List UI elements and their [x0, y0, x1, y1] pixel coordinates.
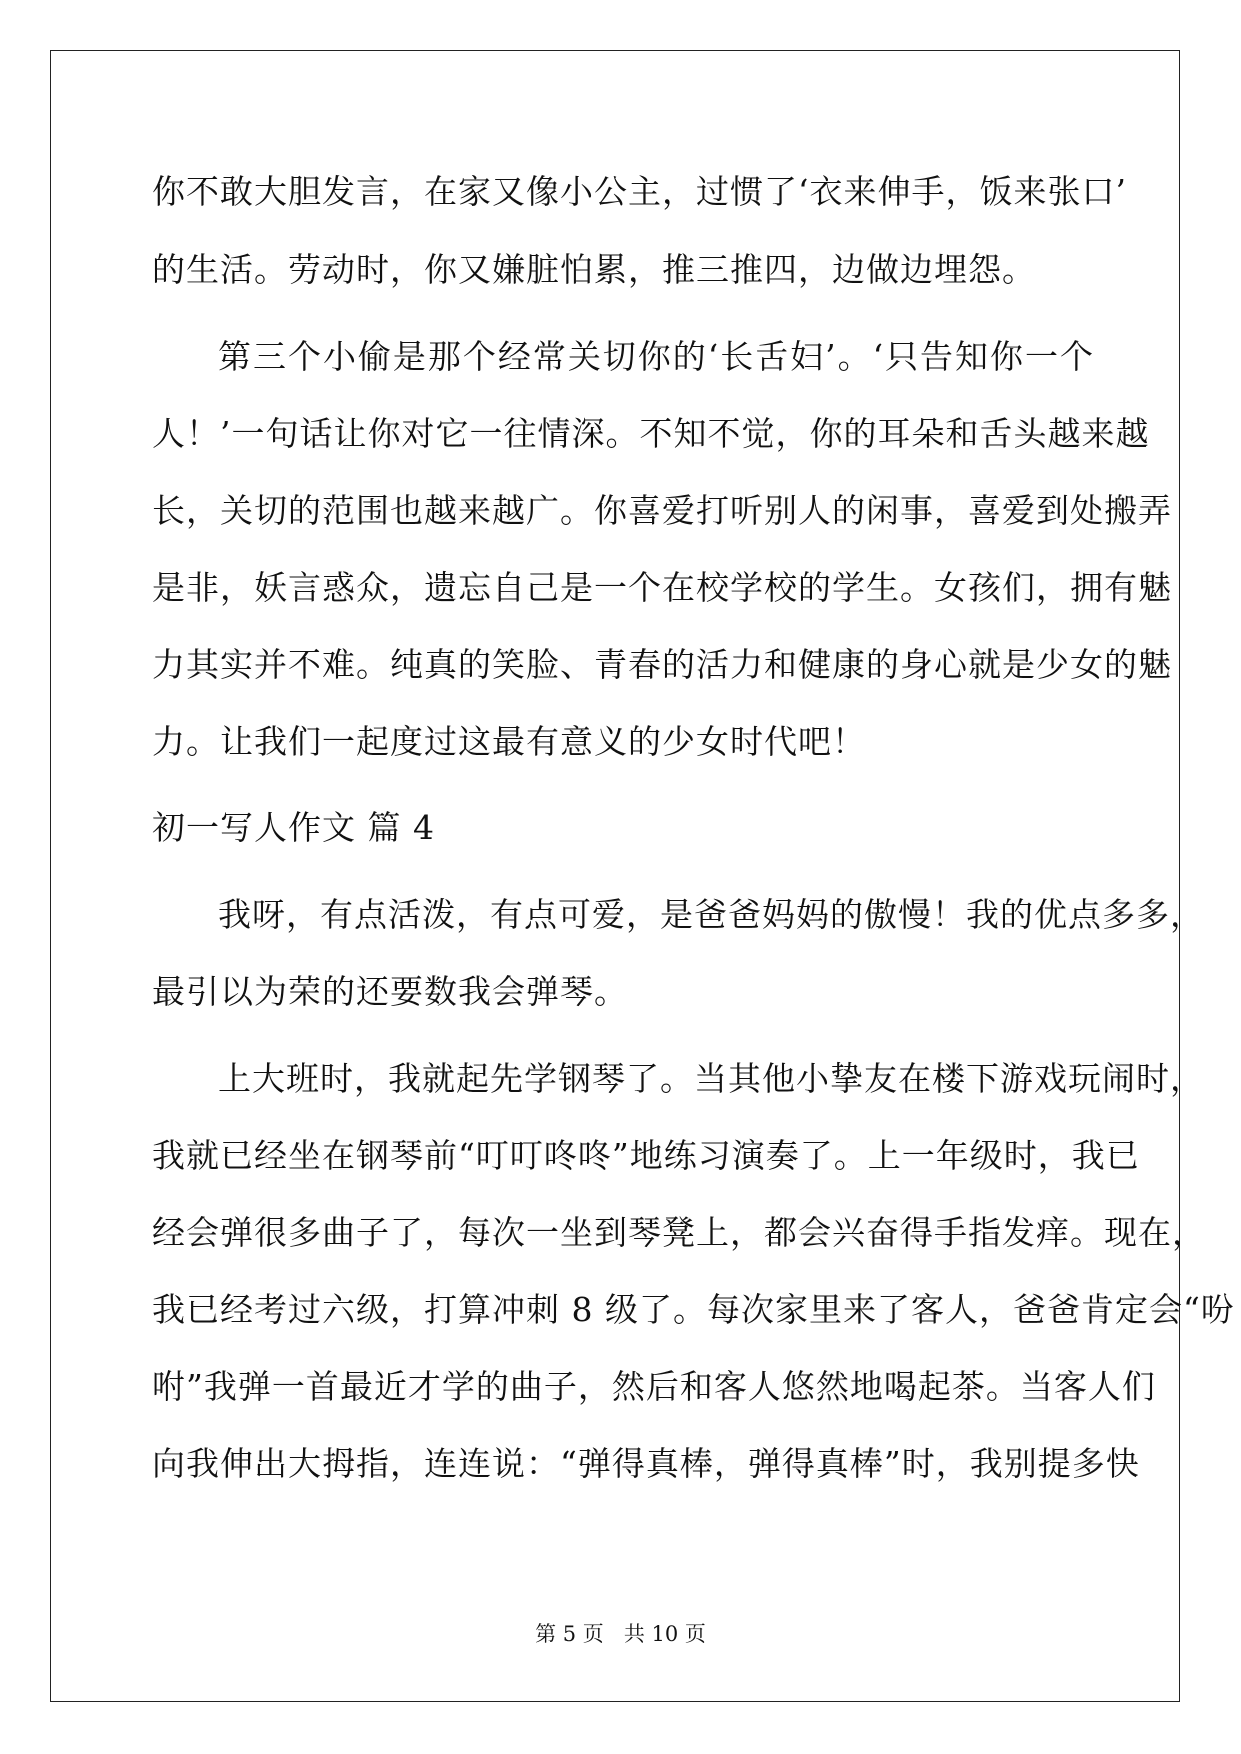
- text-line: 你不敢大胆发言，在家又像小公主，过惯了‘衣来伸手，饭来张口’: [152, 172, 1127, 211]
- text-line: 向我伸出大拇指，连连说：“弹得真棒，弹得真棒”时，我别提多快: [152, 1444, 1140, 1483]
- text-line: 我就已经坐在钢琴前“叮叮咚咚”地练习演奏了。上一年级时，我已: [152, 1136, 1140, 1175]
- text-line: 力。让我们一起度过这最有意义的少女时代吧！: [152, 722, 866, 761]
- page-total: 共 10 页: [623, 1622, 706, 1646]
- text-line: 咐”我弹一首最近才学的曲子，然后和客人悠然地喝起茶。当客人们: [152, 1367, 1156, 1406]
- text-line: 人！’一句话让你对它一往情深。不知不觉，你的耳朵和舌头越来越: [152, 414, 1150, 453]
- text-line: 力其实并不难。纯真的笑脸、青春的活力和健康的身心就是少女的魅: [152, 645, 1172, 684]
- text-line: 经会弹很多曲子了，每次一坐到琴凳上，都会兴奋得手指发痒。现在，: [152, 1213, 1206, 1252]
- page-number: 第 5 页: [535, 1622, 604, 1646]
- text-line: 的生活。劳动时，你又嫌脏怕累，推三推四，边做边埋怨。: [152, 250, 1036, 289]
- section-heading: 初一写人作文 篇 4: [152, 808, 435, 847]
- paragraph-first-line: 上大班时，我就起先学钢琴了。当其他小挚友在楼下游戏玩闹时，: [218, 1059, 1204, 1098]
- page-footer: [0, 1621, 1241, 1647]
- text-line: 是非，妖言惑众，遗忘自己是一个在校学校的学生。女孩们，拥有魅: [152, 568, 1172, 607]
- paragraph-first-line: 我呀，有点活泼，有点可爱，是爸爸妈妈的傲慢！我的优点多多，: [218, 895, 1204, 934]
- text-line: 长，关切的范围也越来越广。你喜爱打听别人的闲事，喜爱到处搬弄: [152, 491, 1172, 530]
- text-line: 我已经考过六级，打算冲刺 8 级了。每次家里来了客人，爸爸肯定会“吩: [152, 1290, 1235, 1329]
- text-line: 最引以为荣的还要数我会弹琴。: [152, 972, 628, 1011]
- paragraph-first-line: 第三个小偷是那个经常关切你的‘长舌妇’。‘只告知你一个: [218, 337, 1094, 376]
